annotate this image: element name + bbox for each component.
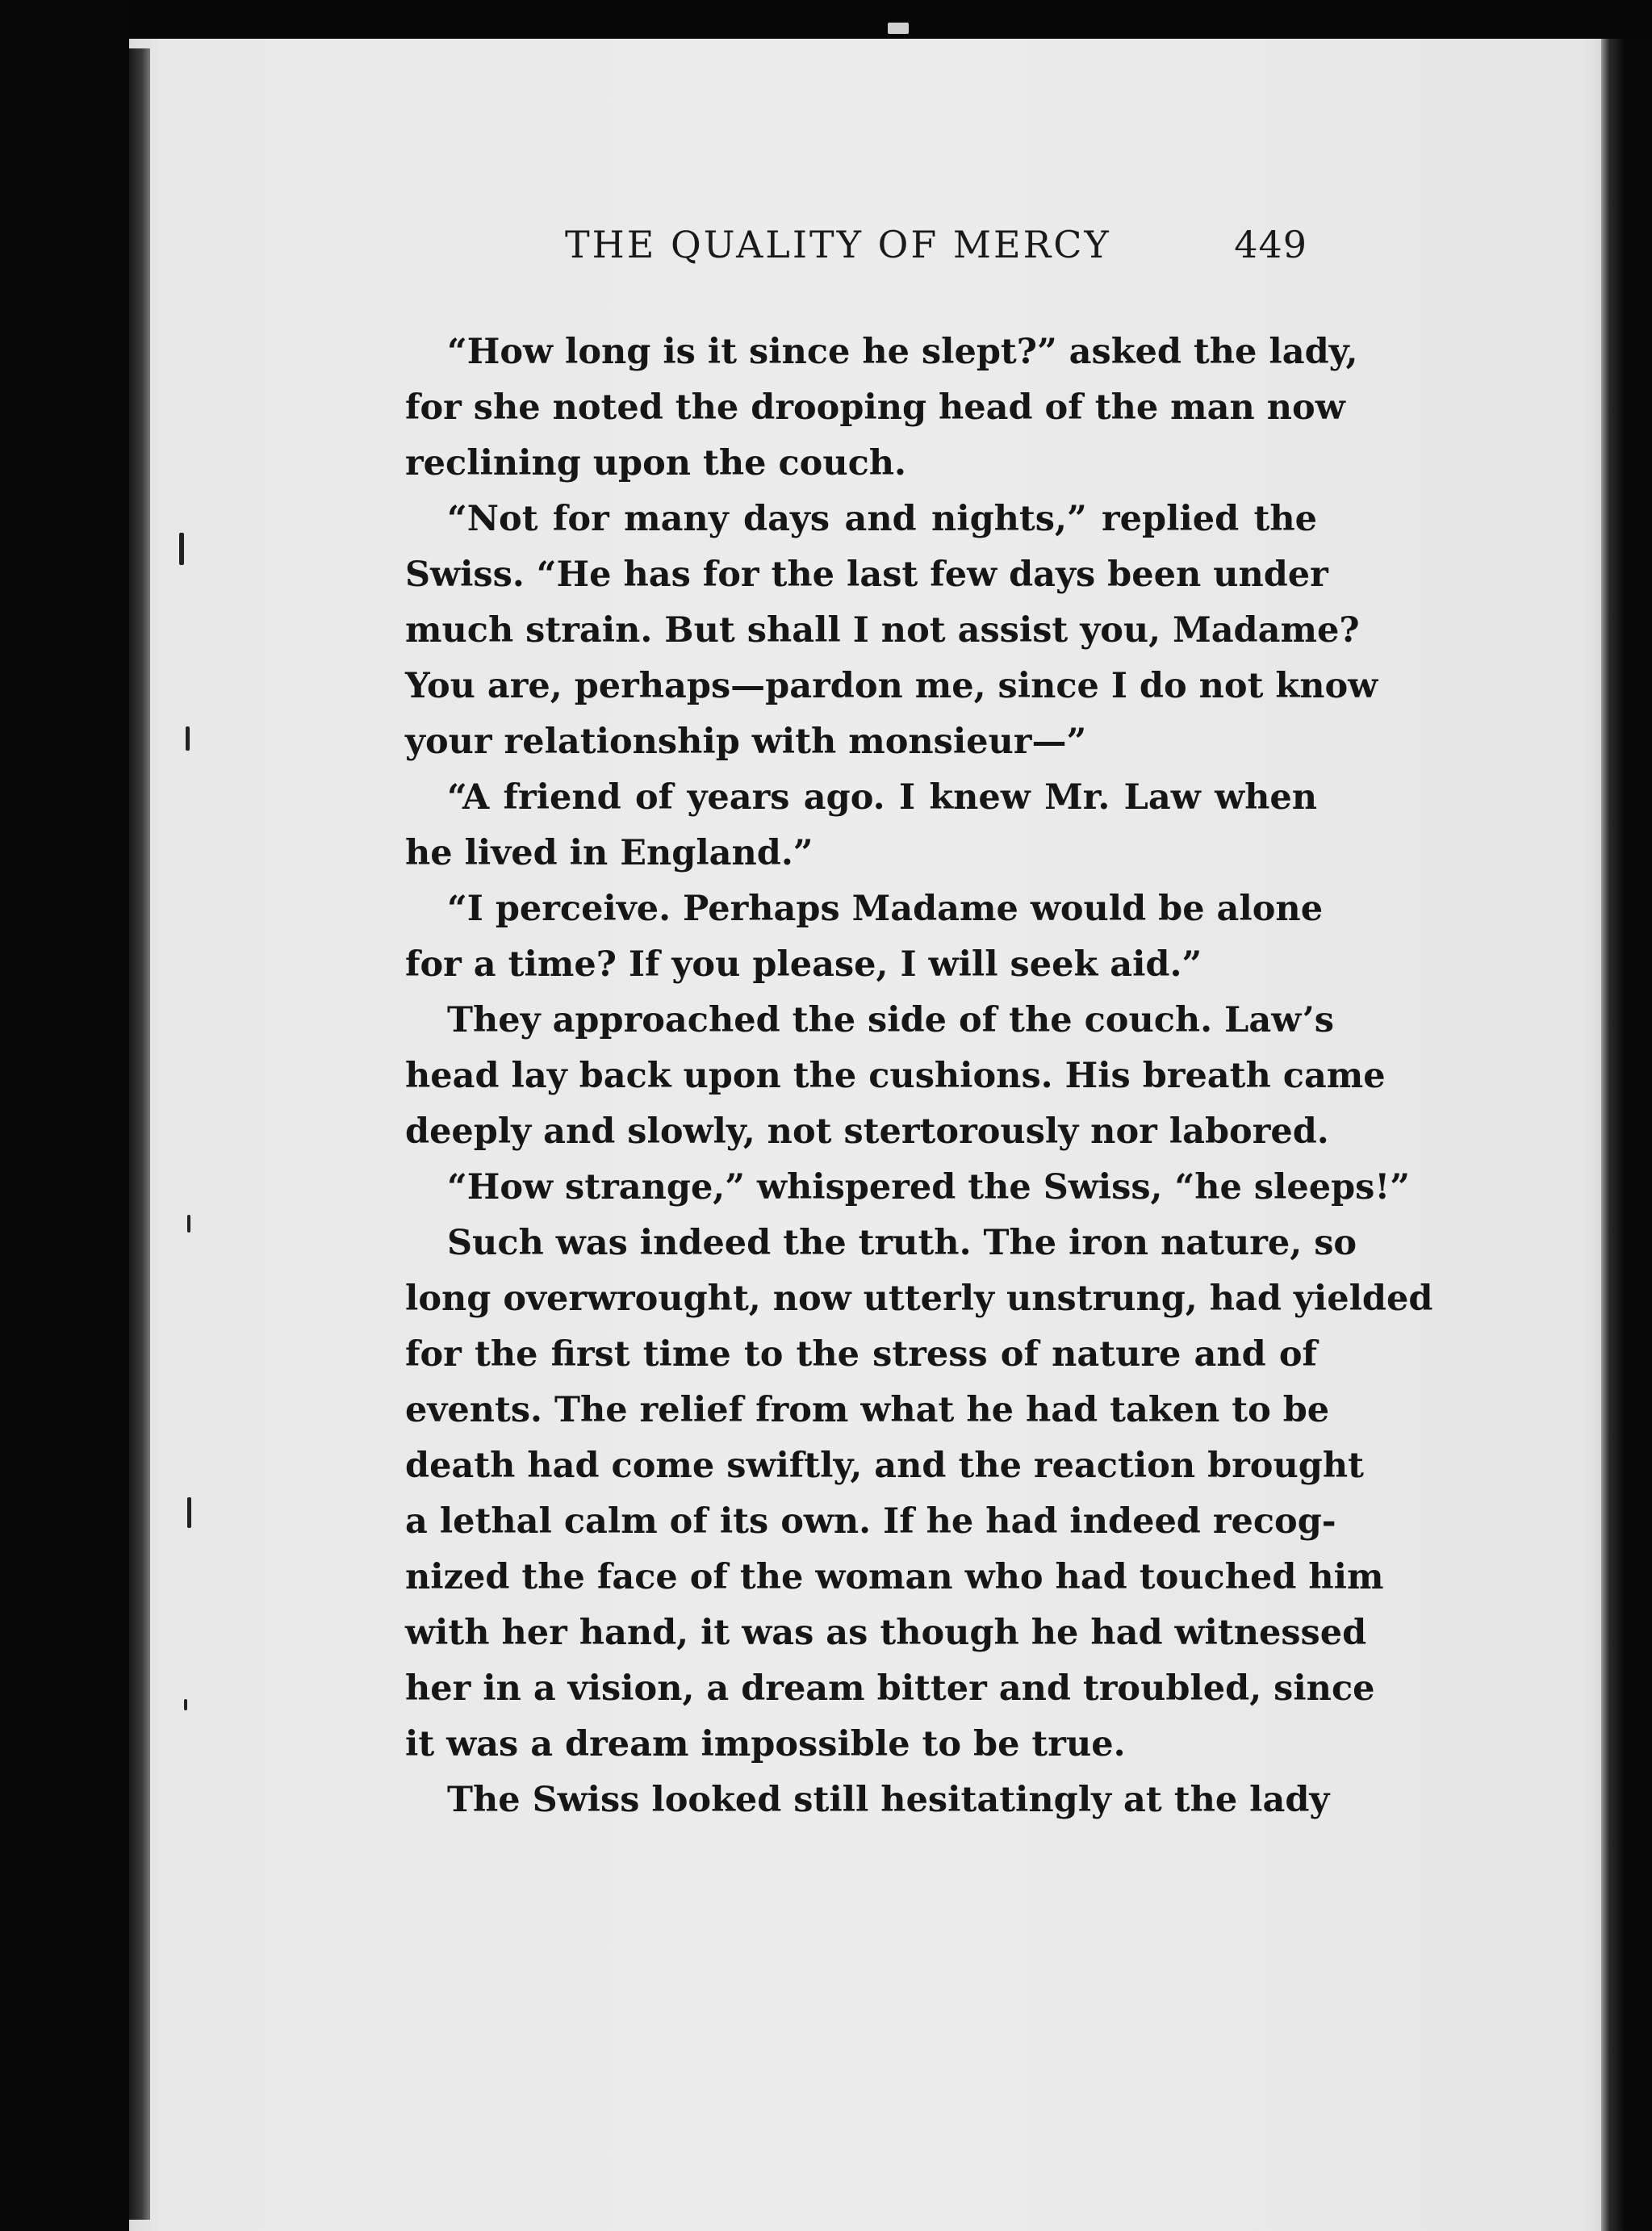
text-line: “Not for many days and nights,” replied the <box>447 499 1317 539</box>
running-head <box>565 223 1307 279</box>
text-line: for she noted the drooping head of the man now <box>405 387 1345 428</box>
text-line: You are, perhaps—pardon me, since I do not know <box>405 666 1378 706</box>
text-line: for a time? If you please, I will seek aid.” <box>405 944 1202 985</box>
scan-speck <box>187 1215 190 1233</box>
text-line: head lay back upon the cushions. His breath came <box>405 1056 1386 1096</box>
scan-speck <box>184 1699 187 1710</box>
text-line: “How strange,” whispered the Swiss, “he sleeps!” <box>447 1167 1410 1208</box>
page-gutter-shadow <box>129 48 150 2220</box>
text-line: long overwrought, now utterly unstrung, had yielded <box>405 1279 1433 1319</box>
page-number: 449 <box>1234 223 1307 266</box>
text-line: death had come swiftly, and the reaction brought <box>405 1446 1364 1486</box>
body-text <box>405 324 1433 1828</box>
text-line: he lived in England.” <box>405 833 813 873</box>
text-line: much strain. But shall I not assist you, Madame? <box>405 610 1360 651</box>
text-line: “How long is it since he slept?” asked the lady, <box>447 332 1358 372</box>
text-line: nized the face of the woman who had touched him <box>405 1557 1384 1597</box>
text-line: her in a vision, a dream bitter and troubled, since <box>405 1668 1375 1709</box>
text-line: “A friend of years ago. I knew Mr. Law when <box>447 777 1317 818</box>
scan-speck <box>179 533 184 565</box>
scan-left-border <box>0 0 129 2231</box>
text-line: Such was indeed the truth. The iron nature, so <box>447 1223 1357 1263</box>
text-line: They approached the side of the couch. Law’s <box>447 1000 1334 1040</box>
text-line: it was a dream impossible to be true. <box>405 1724 1126 1764</box>
text-line: for the first time to the stress of nature and of <box>405 1334 1317 1375</box>
text-line: events. The relief from what he had taken to be <box>405 1390 1330 1430</box>
page-right-edge <box>1601 39 1652 2231</box>
text-line: reclining upon the couch. <box>405 443 907 483</box>
running-head-title: THE QUALITY OF MERCY <box>565 223 1111 266</box>
text-line: The Swiss looked still hesitatingly at the lady <box>447 1780 1330 1820</box>
text-line: a lethal calm of its own. If he had indeed recog- <box>405 1501 1336 1542</box>
text-line: with her hand, it was as though he had witnessed <box>405 1613 1367 1653</box>
text-line: deeply and slowly, not stertorously nor labored. <box>405 1111 1329 1152</box>
scan-speck <box>888 23 909 34</box>
text-line: “I perceive. Perhaps Madame would be alone <box>447 889 1324 929</box>
text-line: Swiss. “He has for the last few days been under <box>405 555 1328 595</box>
scan-speck <box>186 726 190 751</box>
text-line: your relationship with monsieur—” <box>405 722 1087 762</box>
scan-top-border <box>0 0 1652 39</box>
scan-speck <box>187 1497 191 1528</box>
